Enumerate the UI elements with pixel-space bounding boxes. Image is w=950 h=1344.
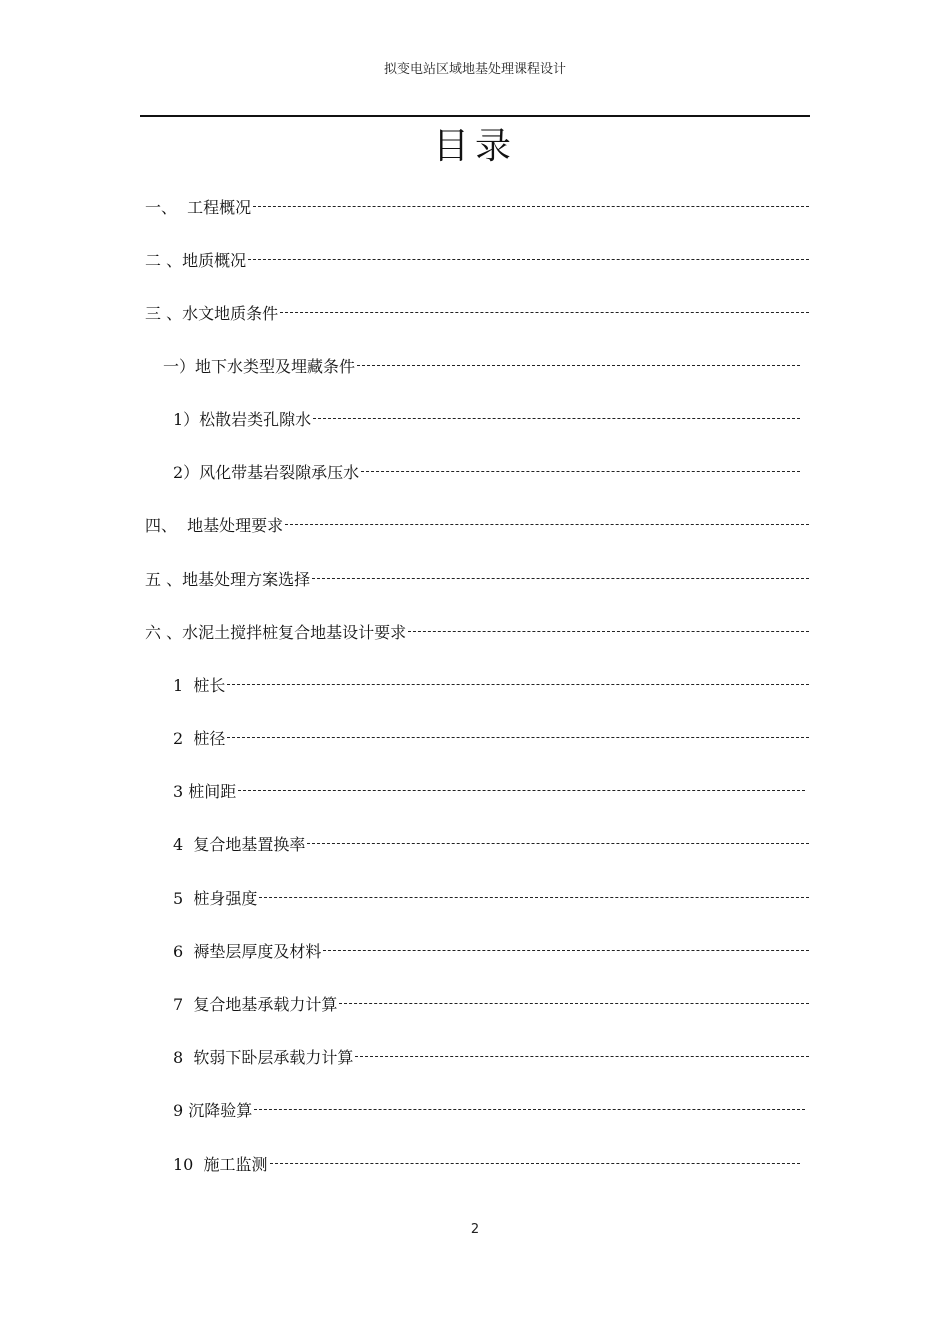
toc-line[interactable] xyxy=(173,883,809,911)
toc-label: 一）地下水类型及埋藏条件 xyxy=(163,356,356,376)
toc-label: 5 桩身强度 xyxy=(173,888,258,908)
toc-leader xyxy=(280,312,809,313)
toc-label: 1 桩长 xyxy=(173,675,226,695)
toc-line[interactable] xyxy=(173,989,809,1017)
toc-line[interactable] xyxy=(145,510,809,538)
toc-leader xyxy=(238,790,805,791)
header-rule xyxy=(140,115,810,117)
toc-label: 四、 地基处理要求 xyxy=(145,515,284,535)
toc-leader xyxy=(408,631,809,632)
toc-label: 7 复合地基承载力计算 xyxy=(173,994,338,1014)
toc-leader xyxy=(313,418,800,419)
toc-leader xyxy=(357,365,800,366)
toc-line[interactable] xyxy=(145,564,809,592)
toc-leader xyxy=(307,843,809,844)
toc-line[interactable] xyxy=(173,1149,800,1177)
toc-line[interactable] xyxy=(145,245,809,273)
toc-label: 三 、水文地质条件 xyxy=(145,303,279,323)
page-number: 2 xyxy=(470,1222,480,1237)
toc-line[interactable] xyxy=(163,351,800,379)
toc-line[interactable] xyxy=(173,723,809,751)
toc-label: 2）风化带基岩裂隙承压水 xyxy=(173,462,360,482)
toc-leader xyxy=(312,578,809,579)
toc-label: 6 褥垫层厚度及材料 xyxy=(173,941,322,961)
toc-line[interactable] xyxy=(173,936,809,964)
toc-line[interactable] xyxy=(173,776,805,804)
toc-label: 9 沉降验算 xyxy=(173,1100,253,1120)
toc-leader xyxy=(339,1003,809,1004)
toc-line[interactable] xyxy=(173,829,809,857)
toc-leader xyxy=(248,259,809,260)
toc-line[interactable] xyxy=(173,457,800,485)
page-title: 目录 xyxy=(432,126,517,167)
toc-leader xyxy=(254,1109,805,1110)
toc-leader xyxy=(361,471,800,472)
toc-leader xyxy=(253,206,809,207)
toc-label: 10 施工监测 xyxy=(173,1154,268,1174)
toc-label: 4 复合地基置换率 xyxy=(173,834,306,854)
page-header: 拟变电站区域地基处理课程设计 xyxy=(383,62,566,77)
toc-label: 3 桩间距 xyxy=(173,781,237,801)
toc-line[interactable] xyxy=(145,298,809,326)
toc-leader xyxy=(270,1163,800,1164)
toc-leader xyxy=(259,897,809,898)
toc-label: 2 桩径 xyxy=(173,728,226,748)
toc-label: 8 软弱下卧层承载力计算 xyxy=(173,1047,354,1067)
toc-line[interactable] xyxy=(173,670,809,698)
toc-label: 六 、水泥土搅拌桩复合地基设计要求 xyxy=(145,622,407,642)
toc-line[interactable] xyxy=(173,404,800,432)
toc-line[interactable] xyxy=(173,1095,805,1123)
toc-line[interactable] xyxy=(145,192,809,220)
toc-line[interactable] xyxy=(145,617,809,645)
toc-label: 1）松散岩类孔隙水 xyxy=(173,409,312,429)
toc-leader xyxy=(285,524,809,525)
toc-leader xyxy=(323,950,809,951)
toc-label: 五 、地基处理方案选择 xyxy=(145,569,311,589)
toc-leader xyxy=(227,684,809,685)
toc-leader xyxy=(227,737,809,738)
toc-label: 二 、地质概况 xyxy=(145,250,247,270)
toc-leader xyxy=(355,1056,809,1057)
toc-label: 一、 工程概况 xyxy=(145,197,252,217)
toc-line[interactable] xyxy=(173,1042,809,1070)
